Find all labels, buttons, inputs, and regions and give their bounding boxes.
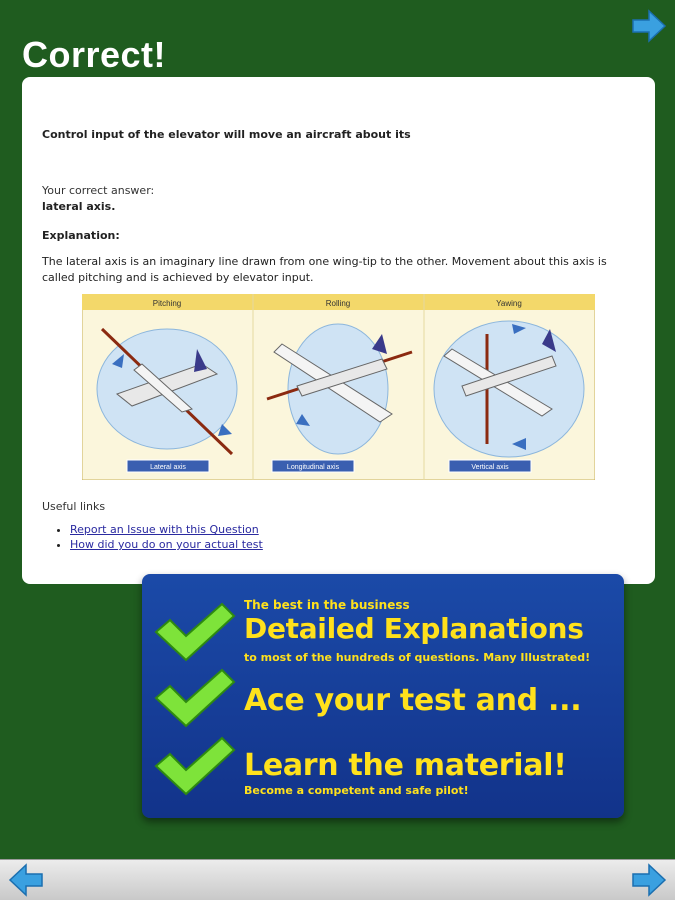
longitudinal-axis-label: Longitudinal axis (286, 464, 340, 471)
promo-subtext: to most of the hundreds of questions. Many Illustrated! (244, 651, 591, 664)
lateral-axis-label: Lateral axis (150, 464, 186, 471)
answer-value: lateral axis. (42, 200, 116, 213)
yawing-illustration (434, 321, 584, 457)
checkmark-icon (152, 736, 236, 796)
explanation-heading: Explanation: (42, 229, 120, 242)
checkmark-icon (152, 668, 236, 728)
next-arrow-icon[interactable] (631, 8, 667, 44)
promo-tagline: The best in the business (244, 598, 410, 612)
question-text: Control input of the elevator will move an aircraft about its (42, 128, 411, 141)
explanation-text: The lateral axis is an imaginary line drawn from one wing-tip to the other. Movement about this axis is called pitching and is achieved by elevator input. (42, 255, 607, 284)
promo-headline-learn: Learn the material! (244, 748, 567, 783)
promo-headline-ace: Ace your test and ... (244, 683, 582, 718)
promo-banner[interactable] (142, 574, 624, 818)
question-card (22, 77, 655, 584)
panel-title-pitching: Pitching (152, 299, 182, 308)
useful-links-list (50, 522, 263, 552)
promo-headline-explanations: Detailed Explanations (244, 612, 584, 645)
page-title: Correct! (22, 34, 167, 75)
bottom-nav-bar (0, 859, 675, 900)
panel-title-rolling: Rolling (325, 299, 351, 308)
checkmark-icon (152, 602, 236, 662)
useful-links-label: Useful links (42, 500, 106, 513)
panel-title-yawing: Yawing (496, 299, 522, 308)
list-item (70, 537, 263, 552)
actual-test-link[interactable]: How did you do on your actual test (70, 538, 263, 551)
vertical-axis-label: Vertical axis (471, 464, 509, 471)
list-item (70, 522, 263, 537)
axes-diagram (82, 294, 595, 480)
answer-label: Your correct answer: (42, 184, 155, 197)
prev-arrow-icon[interactable] (8, 862, 44, 898)
report-issue-link[interactable]: Report an Issue with this Question (70, 523, 259, 536)
promo-footer-text: Become a competent and safe pilot! (244, 784, 469, 797)
next-arrow-icon[interactable] (631, 862, 667, 898)
